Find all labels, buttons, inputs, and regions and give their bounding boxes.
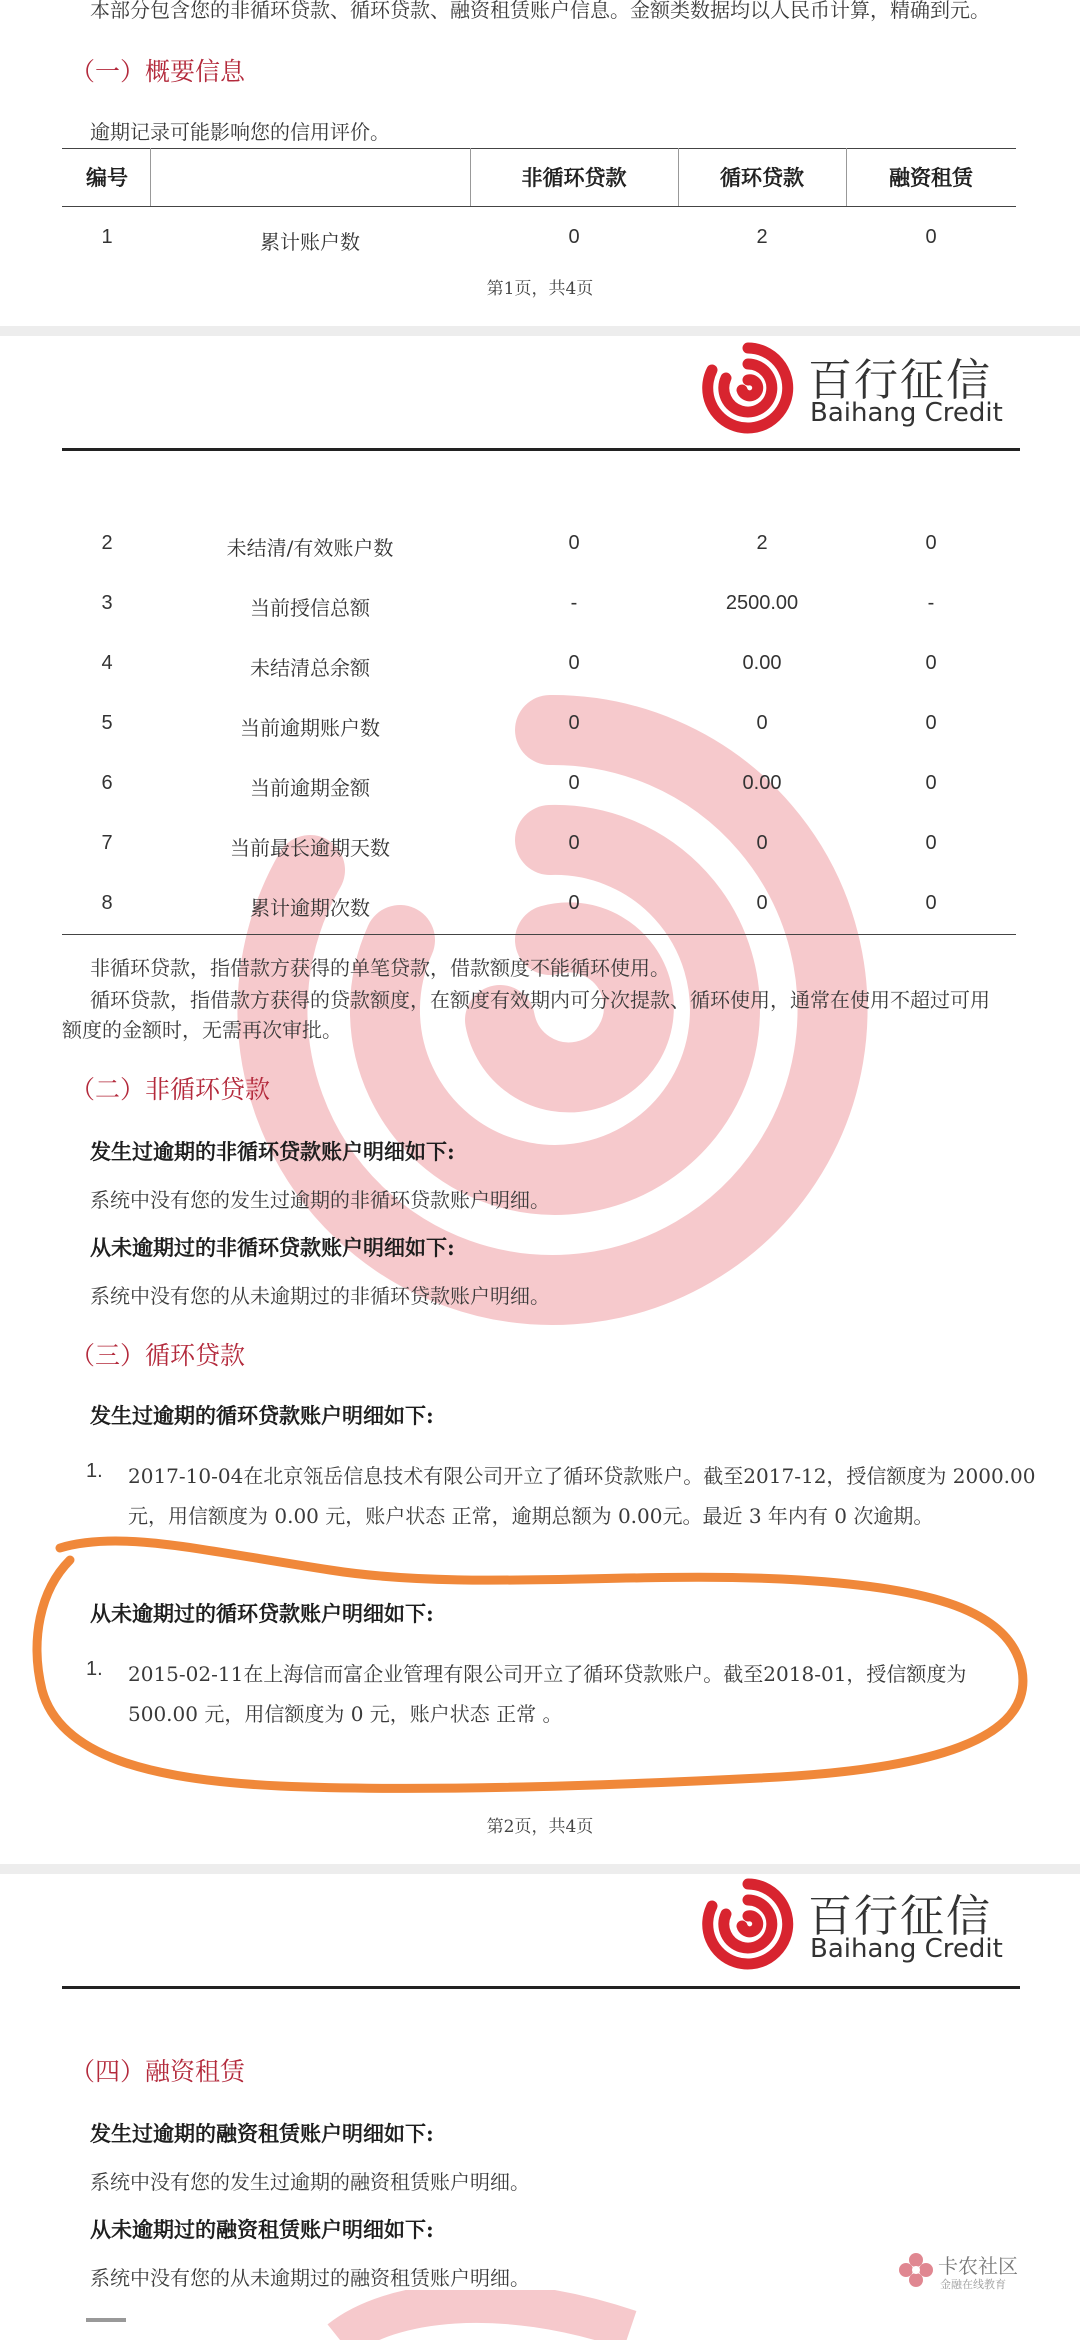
row-revolving: 0.00 xyxy=(742,772,782,794)
row-revolving: 0 xyxy=(756,712,768,734)
empty-notice: 系统中没有您的从未逾期过的非循环贷款账户明细。 xyxy=(90,1284,550,1308)
intro-text: 本部分包含您的非循环贷款、循环贷款、融资租赁账户信息。金额类数据均以人民币计算，精确到元。 xyxy=(90,0,990,22)
row-leasing: - xyxy=(927,592,935,614)
row-non-revolving: 0 xyxy=(568,532,580,554)
flower-logo-icon xyxy=(898,2252,934,2288)
row-revolving: 0 xyxy=(756,892,768,914)
row-non-revolving: 0 xyxy=(568,772,580,794)
row-no: 7 xyxy=(101,832,113,854)
row-no: 4 xyxy=(101,652,113,674)
row-leasing: 0 xyxy=(925,226,937,248)
empty-notice: 系统中没有您的发生过逾期的融资租赁账户明细。 xyxy=(90,2170,530,2194)
header-non-revolving: 非循环贷款 xyxy=(521,165,627,190)
row-no: 6 xyxy=(101,772,113,794)
account-detail-line1: 2017-10-04在北京瓴岳信息技术有限公司开立了循环贷款账户。截至2017-12，授信额度为 2000.00 xyxy=(128,1464,1036,1488)
site-watermark xyxy=(898,2250,1028,2294)
subheading: 从未逾期过的融资租赁账户明细如下: xyxy=(90,2217,434,2242)
table-top-rule xyxy=(62,148,1016,149)
brand-logo xyxy=(700,340,1003,440)
row-leasing: 0 xyxy=(925,652,937,674)
brand-name-en: Baihang Credit xyxy=(810,398,1003,428)
empty-notice: 系统中没有您的从未逾期过的融资租赁账户明细。 xyxy=(90,2266,530,2290)
section-4-title: （四）融资租赁 xyxy=(70,2057,246,2086)
row-label: 当前逾期金额 xyxy=(250,776,370,800)
baihang-logo-icon xyxy=(700,1876,796,1972)
definition-revolving-line2: 额度的金额时，无需再次审批。 xyxy=(62,1018,342,1042)
watermark-fragment-icon xyxy=(300,2290,720,2340)
row-no: 1 xyxy=(101,226,113,248)
row-revolving: 0 xyxy=(756,832,768,854)
row-non-revolving: - xyxy=(570,592,578,614)
section-1-title: （一）概要信息 xyxy=(70,57,246,86)
row-leasing: 0 xyxy=(925,772,937,794)
row-non-revolving: 0 xyxy=(568,892,580,914)
table-header-rule xyxy=(62,206,1016,207)
hand-drawn-highlight-icon xyxy=(0,1530,1080,1810)
brand-name-cn: 百行征信 xyxy=(808,355,992,406)
header-leasing: 融资租赁 xyxy=(889,165,973,190)
subheading: 发生过逾期的非循环贷款账户明细如下: xyxy=(90,1139,455,1164)
row-label: 累计逾期次数 xyxy=(250,896,370,920)
row-leasing: 0 xyxy=(925,892,937,914)
row-non-revolving: 0 xyxy=(568,652,580,674)
row-non-revolving: 0 xyxy=(568,832,580,854)
row-no: 8 xyxy=(101,892,113,914)
row-label: 当前最长逾期天数 xyxy=(230,836,390,860)
brand-name-en: Baihang Credit xyxy=(810,1934,1003,1964)
row-leasing: 0 xyxy=(925,532,937,554)
row-label: 累计账户数 xyxy=(260,230,360,254)
list-item-number: 1. xyxy=(86,1460,103,1482)
row-non-revolving: 0 xyxy=(568,712,580,734)
row-no: 5 xyxy=(101,712,113,734)
account-detail-line2: 500.00 元，用信额度为 0 元，账户状态 正常 。 xyxy=(128,1702,563,1726)
definition-non-revolving: 非循环贷款，指借款方获得的单笔贷款，借款额度不能循环使用。 xyxy=(90,956,670,980)
partial-heading-fragment xyxy=(86,2318,126,2322)
empty-notice: 系统中没有您的发生过逾期的非循环贷款账户明细。 xyxy=(90,1188,550,1212)
row-label: 未结清总余额 xyxy=(250,656,370,680)
subheading: 发生过逾期的循环贷款账户明细如下: xyxy=(90,1403,434,1428)
subheading: 从未逾期过的循环贷款账户明细如下: xyxy=(90,1601,434,1626)
row-no: 3 xyxy=(101,592,113,614)
row-leasing: 0 xyxy=(925,832,937,854)
account-detail-line2: 元，用信额度为 0.00 元，账户状态 正常，逾期总额为 0.00元。最近 3 年内有 0 次逾期。 xyxy=(128,1504,934,1528)
header-rule xyxy=(62,448,1020,451)
table-bottom-rule xyxy=(62,934,1016,935)
row-revolving: 0.00 xyxy=(742,652,782,674)
definition-revolving-line1: 循环贷款，指借款方获得的贷款额度，在额度有效期内可分次提款、循环使用，通常在使用不超过可用 xyxy=(90,988,990,1012)
row-revolving: 2 xyxy=(756,532,768,554)
row-revolving: 2 xyxy=(756,226,768,248)
site-name: 卡农社区 xyxy=(938,2254,1018,2278)
row-non-revolving: 0 xyxy=(568,226,580,248)
list-item-number: 1. xyxy=(86,1658,103,1680)
baihang-logo-icon xyxy=(700,340,796,436)
row-no: 2 xyxy=(101,532,113,554)
page-gap xyxy=(0,1864,1080,1874)
account-detail-line1: 2015-02-11在上海信而富企业管理有限公司开立了循环贷款账户。截至2018-01，授信额度为 xyxy=(128,1662,967,1686)
page-number: 第1页，共4页 xyxy=(486,279,594,299)
page-gap xyxy=(0,326,1080,336)
header-revolving: 循环贷款 xyxy=(720,165,804,190)
header-rule xyxy=(62,1986,1020,1989)
row-label: 未结清/有效账户数 xyxy=(226,536,394,560)
row-label: 当前逾期账户数 xyxy=(240,716,380,740)
section-2-title: （二）非循环贷款 xyxy=(70,1075,271,1104)
row-leasing: 0 xyxy=(925,712,937,734)
subheading: 从未逾期过的非循环贷款账户明细如下: xyxy=(90,1235,455,1260)
overdue-note: 逾期记录可能影响您的信用评价。 xyxy=(90,120,390,144)
row-label: 当前授信总额 xyxy=(250,596,370,620)
page-number: 第2页，共4页 xyxy=(486,1817,594,1837)
row-revolving: 2500.00 xyxy=(725,592,799,614)
brand-logo xyxy=(700,1876,1003,1976)
section-3-title: （三）循环贷款 xyxy=(70,1341,246,1370)
brand-name-cn: 百行征信 xyxy=(808,1891,992,1942)
header-no: 编号 xyxy=(86,165,128,190)
subheading: 发生过逾期的融资租赁账户明细如下: xyxy=(90,2121,434,2146)
site-slogan: 金融在线教育 xyxy=(940,2278,1006,2291)
